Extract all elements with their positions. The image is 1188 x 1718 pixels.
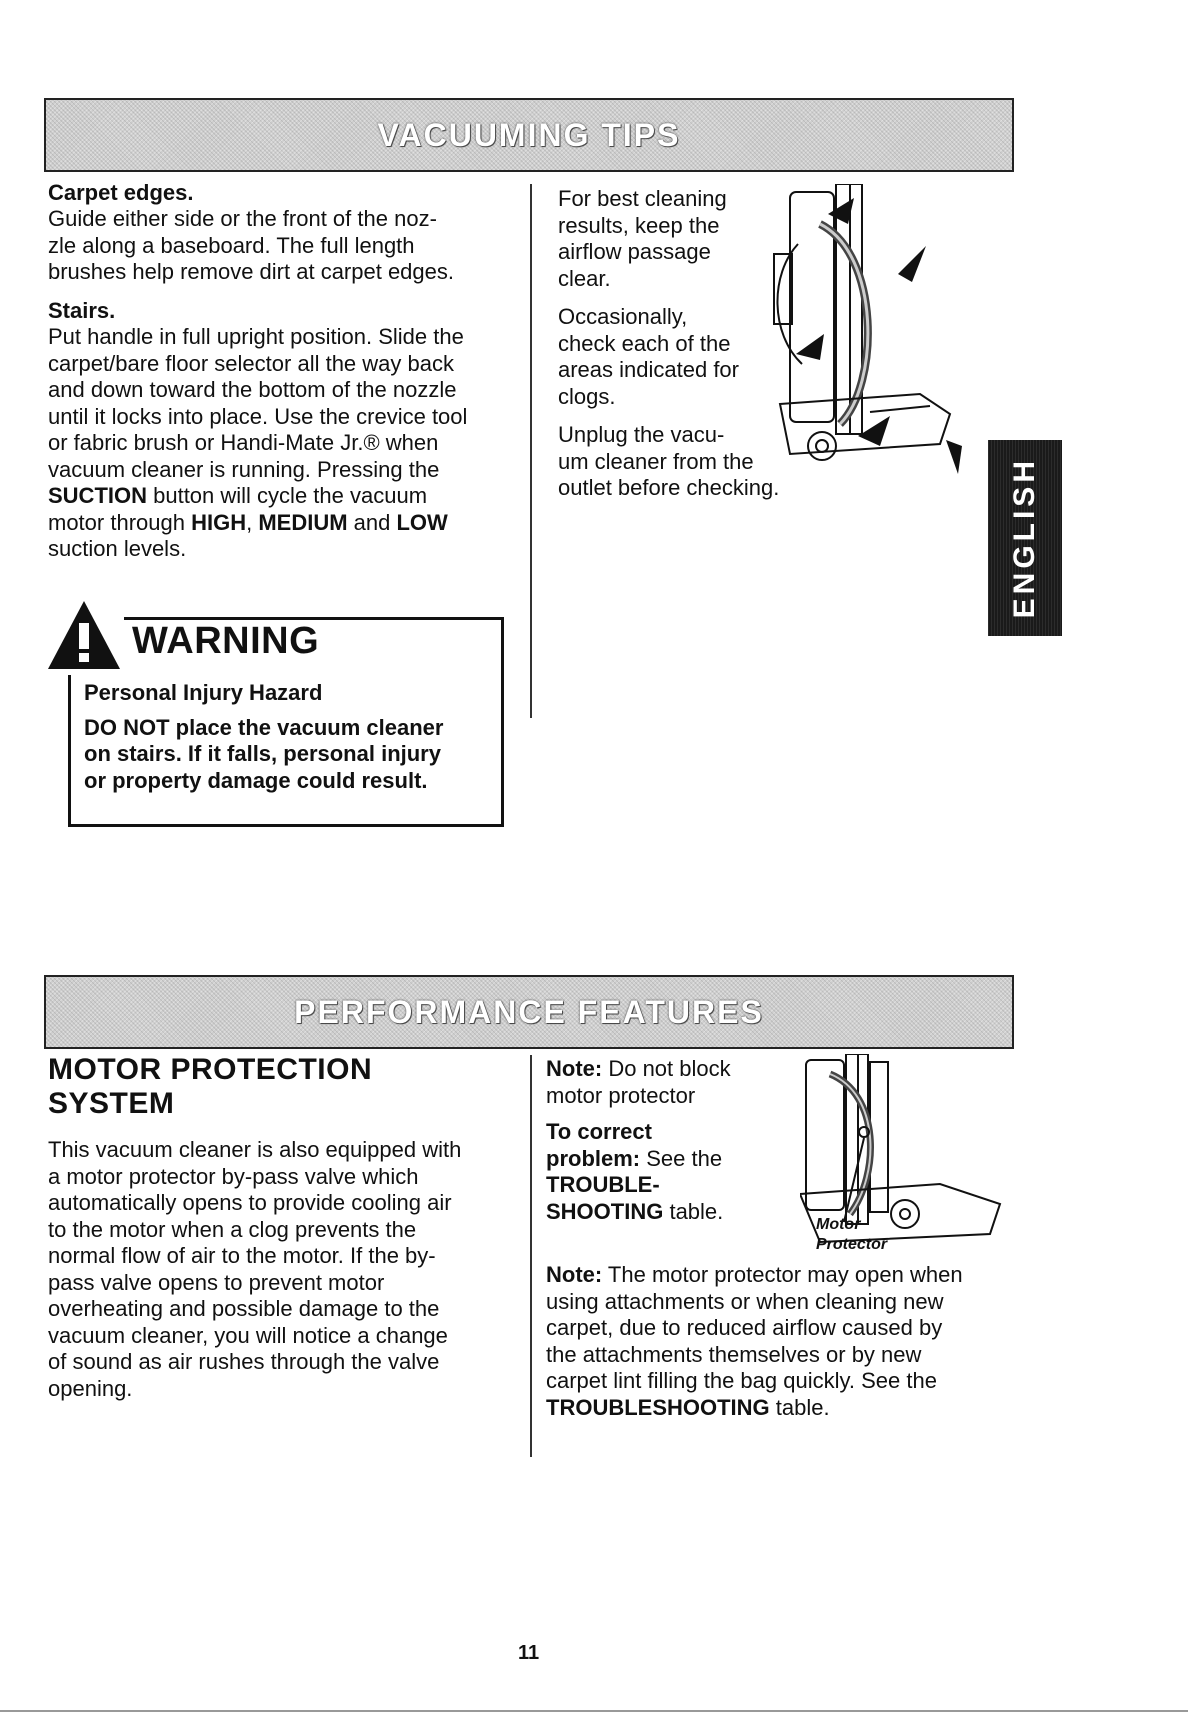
airflow-line: Unplug the vacu- [558, 422, 725, 447]
motor-protection-section [48, 1053, 518, 1402]
note-line: the attachments themselves or by new [546, 1341, 922, 1367]
note-text: Do not block [602, 1056, 731, 1081]
stairs-line [48, 510, 518, 537]
high-word: HIGH [191, 509, 247, 535]
table-word: table. [769, 1394, 830, 1420]
banner-title: VACUUMING TIPS [377, 117, 681, 153]
stairs-line-pre: motor through [48, 509, 192, 535]
carpet-edges-line: Guide either side or the front of the noz- [48, 206, 437, 231]
motor-protection-line: normal flow of air to the motor. If the by- [48, 1243, 436, 1268]
warning-line: DO NOT place the vacuum cleaner [84, 714, 444, 740]
warning-text [84, 680, 494, 794]
stairs-line [48, 483, 518, 510]
motor-protection-line: vacuum cleaner, you will notice a change [48, 1322, 448, 1348]
stairs-line: suction levels. [48, 536, 187, 561]
carpet-edges-section [48, 180, 508, 286]
stairs-section [48, 298, 518, 563]
stairs-line: Put handle in full upright position. Slide the [48, 324, 464, 349]
medium-word: MEDIUM [258, 509, 348, 535]
comma: , [246, 509, 259, 535]
airflow-line: Occasionally, [558, 304, 688, 329]
airflow-line: airflow passage [558, 239, 711, 264]
language-tab-label: ENGLISH [1008, 457, 1041, 619]
note-label: Note: [546, 1056, 603, 1081]
airflow-line: outlet before checking. [558, 475, 780, 500]
and-word: and [347, 509, 397, 535]
note-label: Note: [546, 1262, 603, 1287]
stairs-line: and down toward the bottom of the nozzle [48, 377, 457, 402]
motor-protection-line: a motor protector by-pass valve which [48, 1163, 419, 1189]
warning-line: or property damage could result. [84, 767, 428, 793]
carpet-edges-line: zle along a baseboard. The full length [48, 232, 415, 258]
carpet-edges-heading: Carpet edges. [48, 180, 194, 205]
motor-protection-heading: MOTOR PROTECTION [48, 1053, 373, 1086]
note-line: carpet, due to reduced airflow caused by [546, 1315, 943, 1340]
airflow-line: results, keep the [558, 212, 720, 238]
section-banner-performance-features [44, 975, 1014, 1049]
motor-protection-line: to the motor when a clog prevents the [48, 1216, 417, 1242]
column-divider [530, 1055, 532, 1457]
warning-line: on stairs. If it falls, personal injury [84, 741, 441, 766]
airflow-line: For best cleaning [558, 186, 727, 211]
motor-protection-line: opening. [48, 1375, 133, 1401]
motor-protection-heading: SYSTEM [48, 1087, 175, 1120]
note-line [546, 1262, 1016, 1289]
airflow-line: clogs. [558, 383, 616, 409]
banner-title: PERFORMANCE FEATURES [294, 994, 764, 1030]
motor-protection-line: This vacuum cleaner is also equipped with [48, 1137, 462, 1162]
motor-protection-line: overheating and possible damage to the [48, 1296, 440, 1321]
problem-text: See the [640, 1145, 723, 1171]
troubleshooting-word: TROUBLESHOOTING [546, 1394, 770, 1420]
note-line [546, 1056, 796, 1083]
stairs-line: until it locks into place. Use the crevice tool [48, 403, 468, 429]
motor-protection-line: pass valve opens to prevent motor [48, 1269, 385, 1295]
note-line [546, 1395, 1016, 1422]
correct-problem-line [546, 1199, 796, 1226]
motor-protector-note [546, 1056, 796, 1225]
figure-label: Motor [816, 1216, 861, 1233]
airflow-line: clear. [558, 265, 611, 291]
table-word: table. [663, 1198, 724, 1224]
suction-word: SUCTION [48, 483, 147, 508]
shooting-word: SHOOTING [546, 1198, 664, 1224]
note-line: carpet lint filling the bag quickly. See the [546, 1368, 937, 1393]
scan-edge-rule [0, 1710, 1188, 1712]
vacuum-clog-illustration [750, 184, 970, 484]
stairs-heading: Stairs. [48, 298, 116, 323]
language-tab-english [988, 440, 1062, 636]
section-banner-vacuuming-tips [44, 98, 1014, 172]
motor-protection-line: automatically opens to provide cooling air [48, 1190, 452, 1215]
figure-caption [816, 1215, 887, 1255]
carpet-edges-line: brushes help remove dirt at carpet edges. [48, 259, 455, 284]
stairs-line: or fabric brush or Handi-Mate Jr.® when [48, 430, 439, 455]
correct-problem-line: TROUBLE- [546, 1172, 660, 1197]
motor-protection-line: of sound as air rushes through the valve [48, 1349, 440, 1374]
column-divider [530, 184, 532, 718]
problem-label: problem: [546, 1145, 641, 1171]
low-word: LOW [396, 509, 448, 535]
figure-label: Protector [816, 1236, 888, 1253]
stairs-line-rest: button will cycle the vacuum [147, 483, 428, 508]
motor-protector-open-note [546, 1262, 1016, 1421]
stairs-line: carpet/bare floor selector all the way back [48, 350, 454, 376]
note-line: motor protector [546, 1082, 696, 1108]
warning-title: WARNING [132, 620, 320, 662]
warning-subtitle: Personal Injury Hazard [84, 680, 323, 705]
stairs-line: vacuum cleaner is running. Pressing the [48, 456, 440, 482]
correct-problem-line: To correct [546, 1119, 652, 1144]
airflow-line: areas indicated for [558, 357, 739, 382]
note-line: using attachments or when cleaning new [546, 1288, 944, 1314]
airflow-line: check each of the [558, 330, 731, 356]
airflow-line: um cleaner from the [558, 448, 754, 474]
warning-icon [44, 595, 124, 675]
note-text: The motor protector may open when [602, 1262, 963, 1287]
page-number: 11 [518, 1642, 540, 1664]
correct-problem-line [546, 1146, 796, 1173]
